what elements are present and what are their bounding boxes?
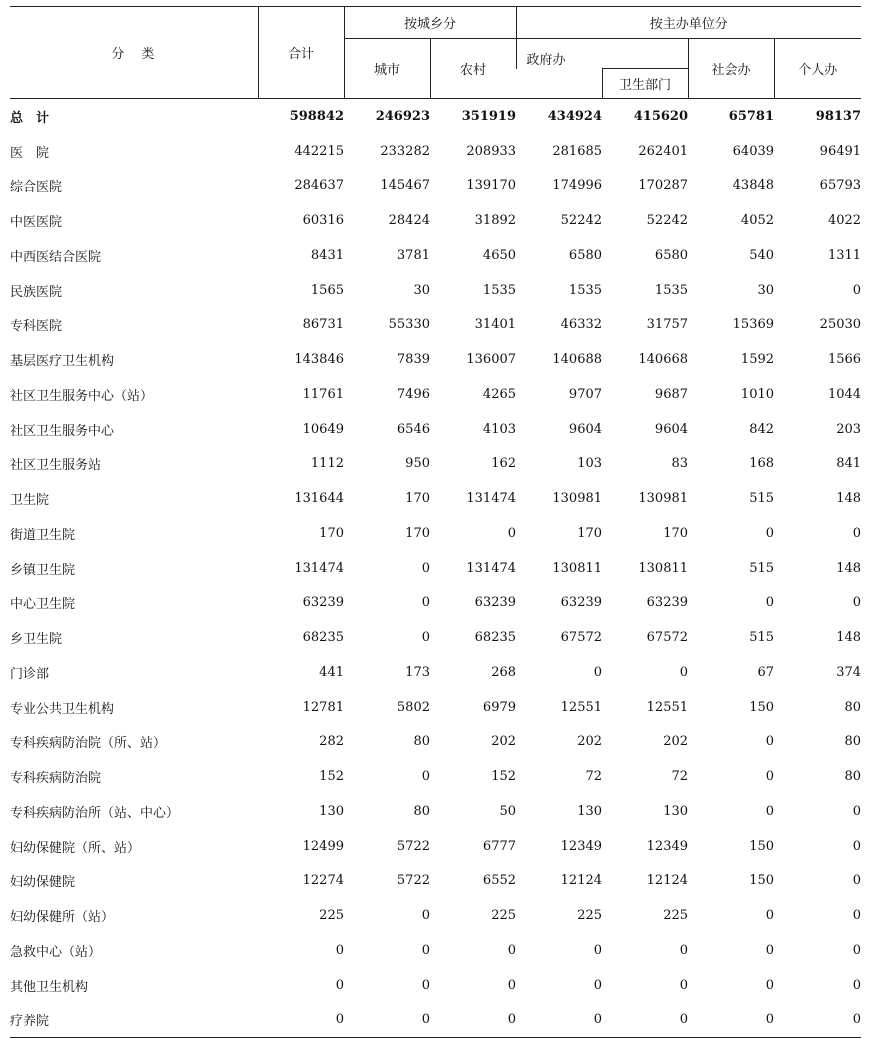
cell-value: 1535 xyxy=(568,282,603,298)
cell-value: 0 xyxy=(430,1003,516,1038)
cell-value: 841 xyxy=(836,456,862,472)
row-label: 民族医院 xyxy=(10,284,63,300)
cell-value: 5722 xyxy=(396,838,430,854)
row-label: 妇幼保健所（站） xyxy=(10,910,115,926)
cell-value: 0 xyxy=(765,525,775,541)
header-health-dept: 卫生部门 xyxy=(602,69,688,99)
cell-value: 202 xyxy=(577,734,603,750)
cell-value: 842 xyxy=(749,421,775,437)
cell-value: 0 xyxy=(852,803,862,819)
cell-value: 80 xyxy=(844,769,862,785)
cell-value: 225 xyxy=(577,908,603,924)
cell-value: 225 xyxy=(663,908,689,924)
header-rural: 农村 xyxy=(430,39,516,99)
table-row xyxy=(10,586,861,621)
cell-value: 0 xyxy=(765,803,775,819)
cell-value: 170 xyxy=(405,525,430,541)
table-row xyxy=(10,620,861,655)
cell-value: 0 xyxy=(507,525,517,541)
cell-value: 11761 xyxy=(302,386,344,402)
cell-value: 25030 xyxy=(819,317,862,333)
cell-value: 31401 xyxy=(474,317,517,333)
table-row xyxy=(10,308,861,343)
table-row xyxy=(10,725,861,760)
cell-value: 12781 xyxy=(302,699,344,715)
table-header xyxy=(10,7,861,99)
cell-value: 52242 xyxy=(560,213,603,229)
row-label: 妇幼保健院 xyxy=(10,875,76,891)
cell-value: 131644 xyxy=(294,491,344,507)
cell-value: 1311 xyxy=(827,247,862,263)
cell-value: 12499 xyxy=(302,838,344,854)
cell-value: 31892 xyxy=(474,213,517,229)
row-label: 专科医院 xyxy=(10,319,63,335)
cell-value: 540 xyxy=(749,247,775,263)
cell-value: 80 xyxy=(413,734,430,750)
cell-value: 130 xyxy=(663,803,689,819)
cell-value: 4650 xyxy=(482,247,517,263)
row-label: 社区卫生服务中心 xyxy=(10,423,115,439)
cell-value: 441 xyxy=(319,664,344,680)
row-label: 专科疾病防治院 xyxy=(10,771,102,787)
cell-value: 6580 xyxy=(568,247,603,263)
row-label: 社区卫生服务站 xyxy=(10,458,102,474)
row-label: 门诊部 xyxy=(10,666,50,682)
cell-value: 1535 xyxy=(482,282,517,298)
cell-value: 282 xyxy=(319,734,344,750)
header-category: 分 类 xyxy=(10,7,258,99)
cell-value: 148 xyxy=(836,560,862,576)
cell-value: 80 xyxy=(844,699,862,715)
row-label: 街道卫生院 xyxy=(10,527,76,543)
table-row xyxy=(10,447,861,482)
cell-value: 148 xyxy=(836,491,862,507)
cell-value: 130811 xyxy=(638,560,689,576)
table-row xyxy=(10,933,861,968)
cell-value: 0 xyxy=(335,942,344,958)
cell-value: 0 xyxy=(593,977,603,993)
cell-value: 351919 xyxy=(461,108,517,124)
cell-value: 130 xyxy=(577,803,603,819)
cell-value: 225 xyxy=(491,908,517,924)
table-row xyxy=(10,273,861,308)
row-label: 中医医院 xyxy=(10,215,63,231)
cell-value: 30 xyxy=(757,282,775,298)
cell-value: 130981 xyxy=(552,491,603,507)
row-label: 综合医院 xyxy=(10,180,63,196)
cell-value: 225 xyxy=(319,908,344,924)
table-row xyxy=(10,794,861,829)
cell-value: 0 xyxy=(852,977,862,993)
cell-value: 130811 xyxy=(552,560,603,576)
cell-value: 0 xyxy=(852,595,862,611)
header-total: 合计 xyxy=(258,7,344,99)
cell-value: 30 xyxy=(413,282,430,298)
cell-value: 150 xyxy=(749,699,775,715)
cell-value: 170 xyxy=(663,525,689,541)
cell-value: 72 xyxy=(585,769,603,785)
cell-value: 67 xyxy=(757,664,775,680)
cell-value: 6546 xyxy=(396,421,430,437)
hospital-beds-table xyxy=(10,6,861,1038)
cell-value: 0 xyxy=(507,942,517,958)
row-label: 专业公共卫生机构 xyxy=(10,701,115,717)
cell-value: 52242 xyxy=(646,213,689,229)
cell-value: 1044 xyxy=(827,386,862,402)
cell-value: 0 xyxy=(593,664,603,680)
cell-value: 98137 xyxy=(815,108,862,124)
header-by-sponsor: 按主办单位分 xyxy=(516,7,861,39)
cell-value: 0 xyxy=(765,908,775,924)
cell-value: 10649 xyxy=(302,421,344,437)
cell-value: 145467 xyxy=(380,178,430,194)
header-social: 社会办 xyxy=(688,39,774,99)
table-row xyxy=(10,829,861,864)
header-private: 个人办 xyxy=(774,39,861,99)
cell-value: 170 xyxy=(319,525,344,541)
table-row xyxy=(10,655,861,690)
cell-value: 950 xyxy=(405,456,430,472)
cell-value: 9604 xyxy=(654,421,689,437)
cell-value: 173 xyxy=(405,664,430,680)
cell-value: 1010 xyxy=(740,386,775,402)
cell-value: 0 xyxy=(774,1003,861,1038)
cell-value: 598842 xyxy=(289,108,344,124)
cell-value: 246923 xyxy=(375,108,430,124)
cell-value: 12349 xyxy=(646,838,689,854)
cell-value: 6580 xyxy=(654,247,689,263)
row-label: 疗养院 xyxy=(10,1003,258,1038)
table-row xyxy=(10,377,861,412)
header-government-spacer xyxy=(516,69,602,99)
cell-value: 148 xyxy=(836,630,862,646)
cell-value: 63239 xyxy=(646,595,689,611)
cell-value: 0 xyxy=(765,734,775,750)
cell-value: 67572 xyxy=(560,630,603,646)
cell-value: 8431 xyxy=(310,247,344,263)
cell-value: 103 xyxy=(577,456,603,472)
cell-value: 12349 xyxy=(560,838,603,854)
cell-value: 46332 xyxy=(560,317,603,333)
cell-value: 515 xyxy=(749,491,775,507)
cell-value: 0 xyxy=(679,942,689,958)
cell-value: 60316 xyxy=(302,213,344,229)
table-row xyxy=(10,516,861,551)
cell-value: 0 xyxy=(765,977,775,993)
cell-value: 233282 xyxy=(380,143,430,159)
cell-value: 4265 xyxy=(482,386,517,402)
cell-value: 0 xyxy=(765,769,775,785)
cell-value: 168 xyxy=(749,456,775,472)
row-label: 妇幼保健院（所、站） xyxy=(10,840,141,856)
header-by-urban-rural: 按城乡分 xyxy=(344,7,516,39)
cell-value: 96491 xyxy=(819,143,862,159)
row-label: 社区卫生服务中心（站） xyxy=(10,388,154,404)
cell-value: 130 xyxy=(319,803,344,819)
cell-value: 130981 xyxy=(638,491,689,507)
row-label: 总 计 xyxy=(10,110,50,126)
cell-value: 281685 xyxy=(552,143,603,159)
cell-value: 0 xyxy=(421,977,430,993)
cell-value: 170 xyxy=(577,525,603,541)
cell-value: 72 xyxy=(671,769,689,785)
cell-value: 0 xyxy=(852,908,862,924)
cell-value: 31757 xyxy=(646,317,689,333)
cell-value: 63239 xyxy=(474,595,517,611)
cell-value: 55330 xyxy=(388,317,430,333)
cell-value: 12551 xyxy=(646,699,689,715)
cell-value: 0 xyxy=(335,977,344,993)
cell-value: 0 xyxy=(421,942,430,958)
cell-value: 174996 xyxy=(552,178,603,194)
cell-value: 15369 xyxy=(732,317,775,333)
cell-value: 515 xyxy=(749,560,775,576)
header-urban: 城市 xyxy=(344,39,430,99)
cell-value: 131474 xyxy=(466,560,517,576)
cell-value: 0 xyxy=(421,769,430,785)
cell-value: 150 xyxy=(749,838,775,854)
cell-value: 65781 xyxy=(728,108,775,124)
cell-value: 1566 xyxy=(827,352,862,368)
cell-value: 170 xyxy=(405,491,430,507)
table-row xyxy=(10,1003,861,1038)
cell-value: 0 xyxy=(852,282,862,298)
cell-value: 202 xyxy=(491,734,517,750)
row-label: 医 院 xyxy=(10,145,50,161)
cell-value: 374 xyxy=(836,664,862,680)
table-row xyxy=(10,690,861,725)
cell-value: 0 xyxy=(593,942,603,958)
table-row xyxy=(10,99,861,134)
row-label: 基层医疗卫生机构 xyxy=(10,354,115,370)
cell-value: 83 xyxy=(671,456,689,472)
cell-value: 0 xyxy=(765,942,775,958)
cell-value: 6777 xyxy=(482,838,517,854)
row-label: 专科疾病防治院（所、站） xyxy=(10,736,167,752)
cell-value: 162 xyxy=(491,456,517,472)
cell-value: 12124 xyxy=(560,873,603,889)
cell-value: 203 xyxy=(836,421,862,437)
cell-value: 9687 xyxy=(654,386,689,402)
row-label: 中西医结合医院 xyxy=(10,249,102,265)
cell-value: 3781 xyxy=(396,247,430,263)
row-label: 急救中心（站） xyxy=(10,944,102,960)
cell-value: 152 xyxy=(319,769,344,785)
cell-value: 152 xyxy=(491,769,517,785)
cell-value: 262401 xyxy=(638,143,689,159)
cell-value: 515 xyxy=(749,630,775,646)
table-row xyxy=(10,238,861,273)
cell-value: 28424 xyxy=(388,213,430,229)
cell-value: 1535 xyxy=(654,282,689,298)
table-row xyxy=(10,898,861,933)
cell-value: 131474 xyxy=(466,491,517,507)
cell-value: 0 xyxy=(852,873,862,889)
cell-value: 1565 xyxy=(310,282,344,298)
cell-value: 0 xyxy=(852,525,862,541)
cell-value: 0 xyxy=(852,838,862,854)
table-row xyxy=(10,551,861,586)
table-row xyxy=(10,134,861,169)
cell-value: 131474 xyxy=(294,560,344,576)
cell-value: 9707 xyxy=(568,386,603,402)
row-label: 专科疾病防治所（站、中心） xyxy=(10,805,180,821)
table-row xyxy=(10,481,861,516)
table-row xyxy=(10,412,861,447)
cell-value: 140668 xyxy=(638,352,689,368)
cell-value: 65793 xyxy=(819,178,862,194)
cell-value: 170287 xyxy=(638,178,689,194)
cell-value: 9604 xyxy=(568,421,603,437)
cell-value: 0 xyxy=(421,908,430,924)
cell-value: 0 xyxy=(421,630,430,646)
cell-value: 4022 xyxy=(827,213,862,229)
cell-value: 86731 xyxy=(302,317,344,333)
cell-value: 208933 xyxy=(466,143,517,159)
cell-value: 63239 xyxy=(302,595,344,611)
cell-value: 50 xyxy=(499,803,517,819)
cell-value: 140688 xyxy=(552,352,603,368)
table-row xyxy=(10,203,861,238)
row-label: 乡镇卫生院 xyxy=(10,562,76,578)
cell-value: 0 xyxy=(852,942,862,958)
cell-value: 7839 xyxy=(396,352,430,368)
cell-value: 1112 xyxy=(310,456,344,472)
cell-value: 12124 xyxy=(646,873,689,889)
row-label: 卫生院 xyxy=(10,493,50,509)
row-label: 乡卫生院 xyxy=(10,632,63,648)
cell-value: 150 xyxy=(749,873,775,889)
table-row xyxy=(10,968,861,1003)
cell-value: 63239 xyxy=(560,595,603,611)
cell-value: 0 xyxy=(421,560,430,576)
table-row xyxy=(10,342,861,377)
cell-value: 0 xyxy=(602,1003,688,1038)
cell-value: 0 xyxy=(679,977,689,993)
cell-value: 6979 xyxy=(482,699,517,715)
cell-value: 284637 xyxy=(294,178,344,194)
cell-value: 442215 xyxy=(294,143,344,159)
cell-value: 1592 xyxy=(740,352,775,368)
cell-value: 5722 xyxy=(396,873,430,889)
cell-value: 43848 xyxy=(732,178,775,194)
cell-value: 143846 xyxy=(294,352,344,368)
cell-value: 202 xyxy=(663,734,689,750)
cell-value: 7496 xyxy=(396,386,430,402)
table-row xyxy=(10,759,861,794)
cell-value: 80 xyxy=(844,734,862,750)
table-row xyxy=(10,864,861,899)
cell-value: 0 xyxy=(679,664,689,680)
cell-value: 139170 xyxy=(466,178,517,194)
cell-value: 136007 xyxy=(466,352,517,368)
cell-value: 268 xyxy=(491,664,517,680)
table-row xyxy=(10,169,861,204)
row-label: 其他卫生机构 xyxy=(10,979,89,995)
row-label: 中心卫生院 xyxy=(10,597,76,613)
cell-value: 67572 xyxy=(646,630,689,646)
header-government: 政府办 xyxy=(516,39,688,69)
cell-value: 64039 xyxy=(732,143,775,159)
cell-value: 415620 xyxy=(633,108,689,124)
cell-value: 68235 xyxy=(474,630,517,646)
cell-value: 0 xyxy=(516,1003,602,1038)
cell-value: 0 xyxy=(765,595,775,611)
cell-value: 5802 xyxy=(396,699,430,715)
cell-value: 4103 xyxy=(482,421,517,437)
cell-value: 12274 xyxy=(302,873,344,889)
cell-value: 0 xyxy=(258,1003,344,1038)
cell-value: 0 xyxy=(507,977,517,993)
cell-value: 0 xyxy=(344,1003,430,1038)
cell-value: 0 xyxy=(421,595,430,611)
table-body xyxy=(10,99,861,1038)
cell-value: 12551 xyxy=(560,699,603,715)
cell-value: 68235 xyxy=(302,630,344,646)
cell-value: 434924 xyxy=(547,108,603,124)
cell-value: 4052 xyxy=(740,213,775,229)
cell-value: 0 xyxy=(688,1003,774,1038)
cell-value: 6552 xyxy=(482,873,517,889)
cell-value: 80 xyxy=(413,803,430,819)
